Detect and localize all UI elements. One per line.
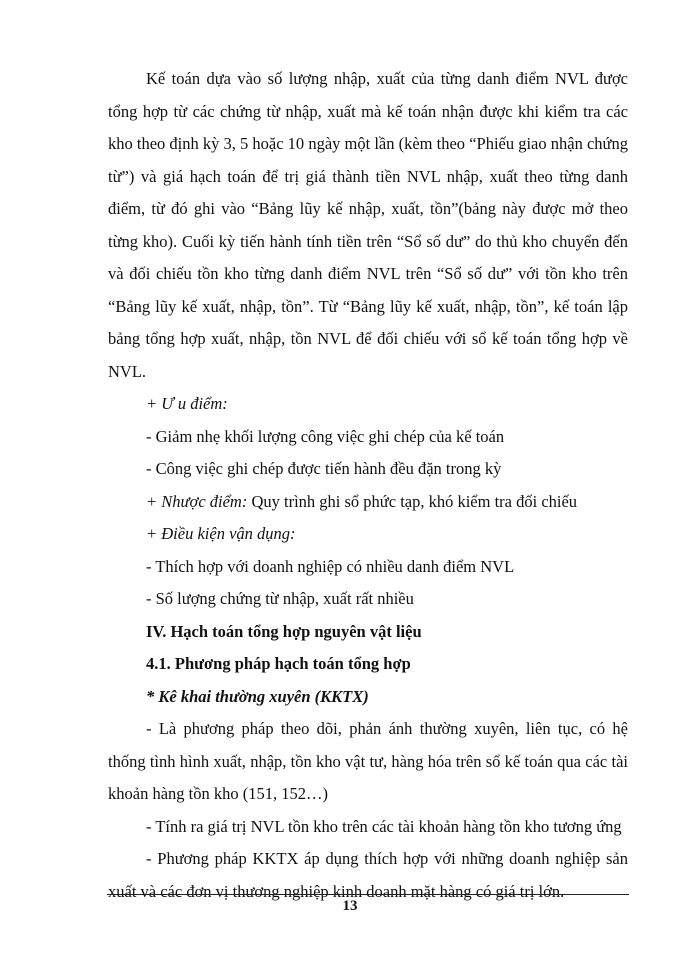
paragraph-kktx-application: - Phương pháp KKTX áp dụng thích hợp với những doanh nghiệp sản xuất và các đơn vị thương nghiệp kinh doanh mặt hàng có giá trị lớn. [108, 849, 628, 901]
disadvantages-label: + Nhược điểm: [146, 491, 248, 511]
page-number: 13 [342, 898, 358, 914]
subsection-heading: 4.1. Phương pháp hạch toán tổng hợp [146, 654, 411, 673]
condition-item: - Thích hợp với doanh nghiệp có nhiều danh điểm NVL [146, 556, 515, 576]
advantage-item: - Công việc ghi chép được tiến hành đều đặn trong kỳ [146, 459, 502, 478]
body-text [108, 63, 628, 908]
method-heading: * Kê khai thường xuyên (KKTX) [146, 686, 369, 706]
section-heading: IV. Hạch toán tổng hợp nguyên vật liệu [146, 621, 422, 641]
advantages-heading: + Ư u điểm: [146, 394, 228, 413]
paragraph-kttd: Kế toán dựa vào số lượng nhập, xuất của từng danh điểm NVL được tổng hợp từ các chứng từ nhập, xuất mà kế toán nhận được khi kiểm tra các kho theo định kỳ 3, 5 hoặc 10 ngày một lần (kèm theo “Phiếu giao nhận chứng từ”) và giá hạch toán để trị giá thành tiền NVL nhập, xuất theo từng danh điểm, từ đó ghi vào “Bảng lũy kế nhập, xuất, tồn”(bảng này được mở theo từng kho). Cuối kỳ tiến hành tính tiền trên “Sổ số dư” do thủ kho chuyển đến và đối chiếu tồn kho từng danh điểm NVL trên “Sổ số dư” với tồn kho trên “Bảng lũy kế xuất, nhập, tồn”. Từ “Bảng lũy kế xuất, nhập, tồn”, kế toán lập bảng tổng hợp xuất, nhập, tồn NVL để đối chiếu với sổ kế toán tổng hợp về NVL. [108, 69, 628, 381]
paragraph-kktx-definition: - Là phương pháp theo dõi, phản ánh thường xuyên, liên tục, có hệ thống tình hình xuất, nhập, tồn kho vật tư, hàng hóa trên sổ kế toán qua các tài khoản hàng tồn kho (151, 152…) [108, 719, 628, 803]
disadvantages-line [108, 486, 628, 519]
paragraph-kktx-value: - Tính ra giá trị NVL tồn kho trên các tài khoản hàng tồn kho tương ứng [146, 816, 622, 836]
advantage-item: - Giảm nhẹ khối lượng công việc ghi chép của kế toán [146, 426, 505, 446]
condition-item: - Số lượng chứng từ nhập, xuất rất nhiều [146, 589, 414, 608]
conditions-heading: + Điều kiện vận dụng: [146, 524, 296, 543]
disadvantages-text: Quy trình ghi sổ phức tạp, khó kiểm tra đối chiếu [247, 491, 578, 511]
footer-divider [107, 894, 629, 895]
